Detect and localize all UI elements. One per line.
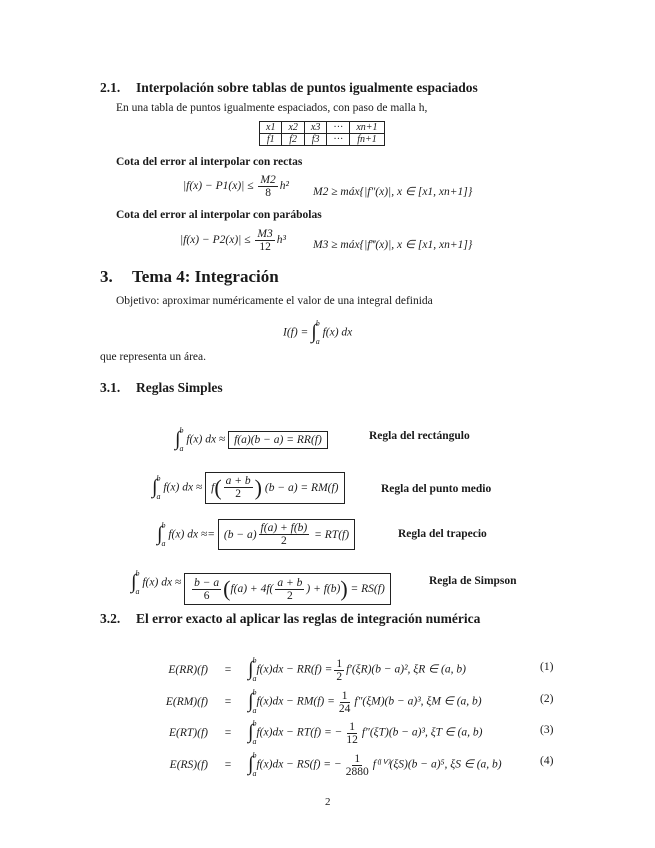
equation-mid: f(x)dx − RS(f) = − [256,758,342,771]
section-number: 3.2. [100,611,121,626]
fraction-numerator: 1 [349,720,355,733]
table-cell: x2 [282,122,304,134]
integral-limits: b a [135,569,140,596]
box-pre: (b − a) [223,528,257,541]
integral-limits: b a [179,426,184,453]
fraction [258,174,277,199]
equation-lhs: E(RT)(f) [169,726,208,739]
fraction-denominator: 2 [336,670,343,683]
fraction [344,753,371,778]
rule-lhs: f(x) dx ≈ [186,433,226,446]
equation-tail: f″(ξT)(b − a)³, ξT ∈ (a, b) [361,726,483,739]
error-parabolas-formula [180,228,286,253]
equation-mid: f(x)dx − RT(f) = − [256,726,343,739]
midpoint-rule-formula [152,470,345,506]
table-cell: f3 [304,134,326,146]
rectangle-rule-name: Regla del rectángulo [369,430,470,442]
fraction [275,577,304,602]
box-post: = RS(f) [350,583,385,596]
equation-mid: f(x)dx − RM(f) = [256,695,335,708]
objective-paragraph: Objetivo: aproximar numéricamente el valor de una integral definida [116,295,433,307]
fraction [259,522,310,547]
rule-box: $\frac{b - a}{6}$ ( f(a) + 4f( $\frac{a + b}{2}$ ) + f(b) ) = RS(f) [184,573,391,605]
equation-tail: f⁽ᴵⱽ⁾(ξS)(b − a)⁵, ξS ∈ (a, b) [372,758,502,771]
box-post: (b − a) = RM(f) [264,481,339,494]
formula-tail: h³ [276,234,286,247]
fraction [192,577,221,602]
section-title: Tema 4: Integración [132,267,279,286]
integral-limits: b a [252,688,257,715]
midpoint-rule-name: Regla del punto medio [381,483,492,495]
rule-box [218,519,355,550]
integrand: f(x) dx [322,326,353,339]
section-title: El error exacto al aplicar las reglas de integración numérica [136,611,481,626]
box-mid-post: ) + f(b) [306,583,341,596]
fraction-denominator: 8 [265,187,271,199]
section-number: 3.1. [100,380,121,395]
integral-sign-icon: ∫ [152,475,158,498]
rule-lhs: f(x) dx ≈ [163,481,203,494]
fraction-denominator: 6 [203,589,210,602]
section-2-1-heading [100,80,478,96]
error-parabolas-condition: M3 ≥ máx{|f‴(x)|, x ∈ [x1, xn+1]} [313,239,473,251]
error-rectas-condition: M2 ≥ máx{|f″(x)|, x ∈ [x1, xn+1]} [313,186,473,198]
fraction-numerator: 1 [341,689,348,702]
integral-sign-icon: ∫ [131,570,137,593]
upper-limit: b [315,319,320,328]
fraction-numerator: a + b [277,576,303,589]
equation-number: (4) [540,755,554,767]
area-paragraph: que representa un área. [100,351,206,363]
fraction-numerator: 1 [336,657,343,670]
points-table [259,121,385,146]
equation-number: (3) [540,724,554,736]
box-post: = RT(f) [314,528,350,541]
table-cell: f1 [260,134,282,146]
fraction-numerator: f(a) + f(b) [260,522,308,535]
rule-lhs: f(x) dx ≈ [142,576,182,589]
integral-limits: b a [252,719,257,746]
integral-sign-icon: ∫ [248,657,254,680]
rule-lhs: f(x) dx ≈= [168,528,215,541]
equation-tail: f″(ξM)(b − a)³, ξM ∈ (a, b) [354,695,482,708]
integral-lhs: I(f) = [283,326,309,339]
equation-lhs: E(RS)(f) [169,758,208,771]
error-rectas-formula [183,174,289,199]
table-cell: f2 [282,134,304,146]
integral-limits: b a [161,521,166,548]
fraction [337,690,353,715]
formula-lhs: |f(x) − P1(x)| ≤ [183,180,254,193]
fraction-numerator: M3 [257,228,273,240]
section-number: 2.1. [100,80,121,95]
equation-number: (1) [540,661,554,673]
table-cell: ··· [327,122,350,134]
fraction [255,228,274,253]
fraction [224,475,253,500]
formula-tail: h² [279,180,289,193]
section-3-1-heading [100,380,223,396]
box-mid-pre: f(a) + 4f( [230,583,274,596]
fraction-denominator: 2 [235,488,242,501]
section-title: Interpolación sobre tablas de puntos igualmente espaciados [136,80,478,95]
table-row [260,122,385,134]
error-rectas-heading: Cota del error al interpolar con rectas [116,156,303,168]
intro-paragraph: En una tabla de puntos igualmente espaciados, con paso de malla h, [116,102,428,114]
table-cell: fn+1 [350,134,384,146]
integral-limits: b a [252,751,257,778]
trapezoid-rule-name: Regla del trapecio [398,528,487,540]
integral-sign-icon: ∫ [248,752,254,775]
fraction-numerator: b − a [194,576,220,589]
page-number: 2 [325,796,331,808]
fraction-numerator: M2 [260,174,276,186]
equation-equals: = [224,726,232,739]
rule-box: f ( $\frac{a + b}{2}$ ) (b − a) = RM(f) [205,472,344,504]
table-cell: ··· [327,134,350,146]
equation-lhs: E(RR)(f) [168,663,208,676]
fraction-denominator: 24 [338,702,351,715]
integral-sign-icon: ∫ [175,427,181,450]
error-equation-4 [146,747,556,783]
integral-sign-icon: ∫ [311,320,317,343]
fraction-denominator: 2880 [345,765,369,778]
fraction-numerator: 1 [354,752,361,765]
trapezoid-rule-formula [157,517,355,553]
fraction-denominator: 2 [281,535,287,548]
integral-sign-icon: ∫ [248,720,254,743]
formula-lhs: |f(x) − P2(x)| ≤ [180,234,251,247]
equation-equals: = [224,663,232,676]
section-3-2-heading [100,611,480,627]
rectangle-rule-formula [175,422,328,458]
section-3-heading [100,267,279,287]
fraction-denominator: 12 [346,733,358,746]
table-row [260,134,385,146]
equation-equals: = [224,758,232,771]
integral-limits: b a [156,474,161,501]
error-equation-1 [146,652,556,688]
fraction-denominator: 2 [286,589,293,602]
section-number: 3. [100,267,113,286]
fraction [334,658,344,683]
integral-limits: b a [252,656,257,683]
fraction [344,721,360,746]
table-cell: x1 [260,122,282,134]
equation-tail: f′(ξR)(b − a)², ξR ∈ (a, b) [346,663,466,676]
error-equation-3 [146,715,556,751]
simpson-rule-name: Regla de Simpson [429,575,517,587]
equation-equals: = [224,695,232,708]
equation-number: (2) [540,693,554,705]
integral-sign-icon: ∫ [248,689,254,712]
lower-limit: a [315,337,320,346]
fraction-numerator: a + b [225,475,251,488]
section-title: Reglas Simples [136,380,223,395]
error-parabolas-heading: Cota del error al interpolar con parábolas [116,209,322,221]
table-cell: xn+1 [350,122,384,134]
integral-definition [283,315,352,351]
equation-lhs: E(RM)(f) [165,695,208,708]
rule-box: f(a)(b − a) = RR(f) [228,431,328,449]
box-pre: f [211,481,215,494]
integral-sign-icon: ∫ [157,522,163,545]
table-cell: x3 [304,122,326,134]
fraction-denominator: 12 [259,241,271,253]
equation-mid: f(x)dx − RR(f) = [256,663,333,676]
simpson-rule-formula [131,565,391,605]
